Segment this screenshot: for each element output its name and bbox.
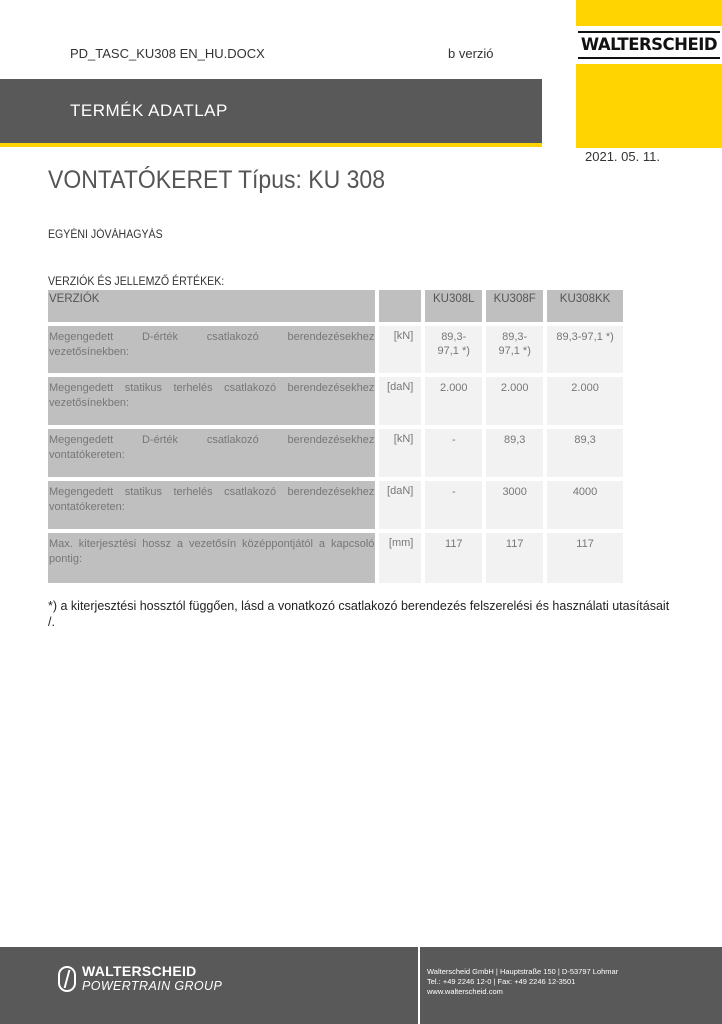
table-row — [48, 377, 623, 429]
row-unit: [kN] — [379, 429, 421, 477]
row-label: Megengedett statikus terhelés csatlakozó berendezésekhez vezetősínekben: — [48, 377, 375, 425]
page-title: VONTATÓKERET Típus: KU 308 — [48, 166, 386, 194]
footnote: *) a kiterjesztési hossztól függően, lásd a vonatkozó csatlakozó berendezés felszerelési és használati utasításait /. — [48, 599, 670, 629]
logo-text: WALTERSCHEID — [578, 31, 720, 59]
header-col-ku308l: KU308L — [425, 290, 482, 322]
row-label: Megengedett D-érték csatlakozó berendezésekhez vezetősínekben: — [48, 326, 375, 373]
document-version: b verzió — [448, 46, 494, 61]
row-value: 4000 — [547, 481, 623, 529]
footer-contact — [427, 967, 618, 997]
header-yellow-block — [576, 0, 722, 148]
specs-table — [48, 290, 623, 587]
row-value: - — [425, 481, 482, 529]
header-col-ku308f: KU308F — [486, 290, 543, 322]
row-value: 89,3 — [547, 429, 623, 477]
row-value: 3000 — [486, 481, 543, 529]
footer-brand: WALTERSCHEID — [82, 963, 197, 979]
footer-group: POWERTRAIN GROUP — [82, 979, 223, 993]
row-value: 89,3-97,1 *) — [486, 326, 543, 373]
footer-phone: Tel.: +49 2246 12-0 | Fax: +49 2246 12-3501 — [427, 977, 576, 986]
row-unit: [daN] — [379, 377, 421, 425]
row-unit: [daN] — [379, 481, 421, 529]
walterscheid-logo — [576, 26, 722, 64]
footer-divider — [418, 947, 420, 1024]
document-filename: PD_TASC_KU308 EN_HU.DOCX — [70, 46, 265, 61]
footer-address: Walterscheid GmbH | Hauptstraße 150 | D-53797 Lohmar — [427, 967, 619, 976]
row-label: Megengedett statikus terhelés csatlakozó berendezésekhez vontatókereten: — [48, 481, 375, 529]
footer-web: www.walterscheid.com — [427, 987, 503, 996]
footer-logo — [58, 964, 222, 993]
walterscheid-mark-icon — [58, 966, 76, 992]
table-row — [48, 533, 623, 587]
title-bar — [0, 79, 542, 147]
table-row — [48, 429, 623, 481]
approval-label: EGYÉNI JÓVÁHAGYÁS — [48, 229, 163, 241]
row-value: 2.000 — [486, 377, 543, 425]
table-row — [48, 326, 623, 377]
row-value: 117 — [486, 533, 543, 583]
header-col-ku308kk: KU308KK — [547, 290, 623, 322]
row-value: 89,3-97,1 *) — [547, 326, 623, 373]
page-footer — [0, 947, 722, 1024]
row-value: 117 — [547, 533, 623, 583]
header-unit — [379, 290, 421, 322]
row-value: 117 — [425, 533, 482, 583]
row-label: Megengedett D-érték csatlakozó berendezésekhez vontatókereten: — [48, 429, 375, 477]
row-value: 89,3 — [486, 429, 543, 477]
row-value: - — [425, 429, 482, 477]
document-date: 2021. 05. 11. — [585, 149, 660, 164]
row-value: 2.000 — [547, 377, 623, 425]
versions-heading: VERZIÓK ÉS JELLEMZŐ ÉRTÉKEK: — [48, 276, 225, 288]
table-row — [48, 481, 623, 533]
row-unit: [mm] — [379, 533, 421, 583]
row-label: Max. kiterjesztési hossz a vezetősín középpontjától a kapcsoló pontig: — [48, 533, 375, 583]
table-header-row — [48, 290, 623, 326]
title-bar-text: TERMÉK ADATLAP — [70, 101, 228, 120]
header-label: VERZIÓK — [48, 290, 375, 322]
row-value: 2.000 — [425, 377, 482, 425]
row-unit: [kN] — [379, 326, 421, 373]
row-value: 89,3-97,1 *) — [425, 326, 482, 373]
footer-logo-text — [82, 964, 222, 993]
